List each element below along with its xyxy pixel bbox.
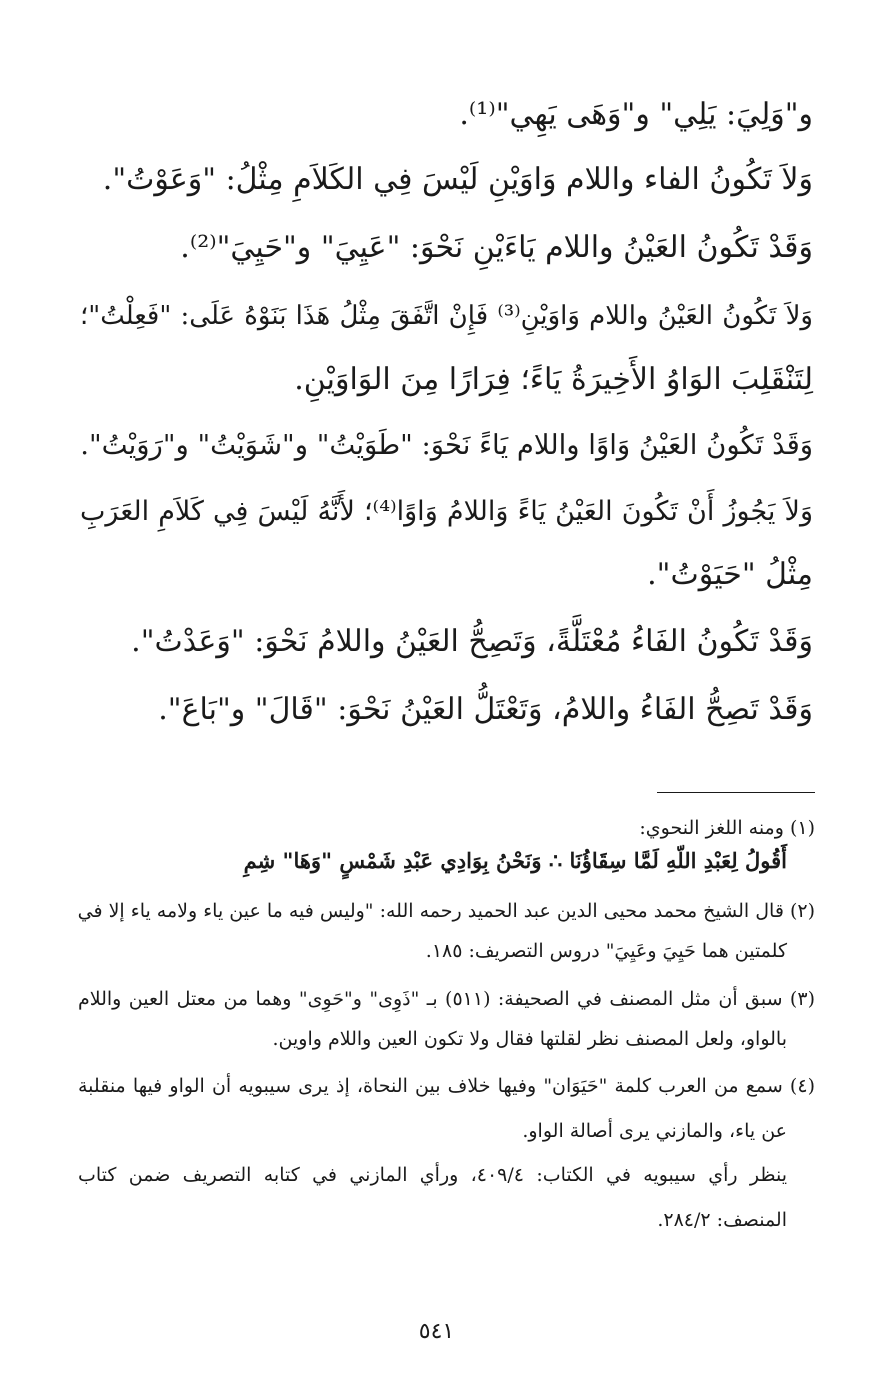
page-number: ٥٤١	[418, 1319, 455, 1344]
main-text-line-3: وَقَدْ تَكُونُ العَيْنُ واللام يَاءَيْنِ نَحْوَ: "عَيِيَ" و"حَيِيَ"⁽²⁾.	[180, 230, 813, 265]
footnote-3-line-1: (٣) سبق أن مثل المصنف في الصحيفة: (٥١١) بـ "ذَوِى" و"حَوِى" وهما من معتل العين واللام	[78, 988, 815, 1010]
footnote-4-line-3: ينظر رأي سيبويه في الكتاب: ٤٠٩/٤، ورأي المازني في كتابه التصريف ضمن كتاب	[78, 1164, 788, 1186]
footnote-4-line-1: (٤) سمع من العرب كلمة "حَيَوَان" وفيها خلاف بين النحاة، إذ يرى سيبويه أن الواو فيها منقلبة	[78, 1075, 815, 1097]
main-text-line-9: وَقَدْ تَكُونُ الفَاءُ مُعْتَلَّةً، وَتَصِحُّ العَيْنُ واللامُ نَحْوَ: "وَعَدْتُ".	[131, 624, 813, 659]
main-text-line-7: وَلاَ يَجُوزُ أَنْ تَكُونَ العَيْنُ يَاءً وَاللامُ وَاوًا⁽⁴⁾؛ لأَنَّهُ لَيْسَ فِي كَلاَمِ العَرَبِ	[80, 496, 813, 527]
main-text-line-10: وَقَدْ تَصِحُّ الفَاءُ واللامُ، وَتَعْتَلُّ العَيْنُ نَحْوَ: "قَالَ" و"بَاعَ".	[158, 692, 813, 727]
footnote-2-line-2: كلمتين هما حَيِيَ وعَيِيَ" دروس التصريف: ١٨٥.	[425, 940, 787, 962]
footnote-4-line-4: المنصف: ٢٨٤/٢.	[657, 1209, 787, 1231]
footnote-1-verse: أَقُولُ لِعَبْدِ اللّهِ لَمَّا سِقَاؤُنَا ∴ وَنَحْنُ بِوَادِي عَبْدِ شَمْسٍ "وَهَا" شِمِ	[243, 848, 787, 873]
main-text-line-5: لِتَنْقَلِبَ الوَاوُ الأَخِيرَةُ يَاءً؛ فِرَارًا مِنَ الوَاوَيْنِ.	[294, 362, 813, 397]
footnote-4-line-2: عن ياء، والمازني يرى أصالة الواو.	[522, 1120, 787, 1142]
main-text-line-2: وَلاَ تَكُونُ الفاء واللام وَاوَيْنِ لَيْسَ فِي الكَلاَمِ مِثْلُ: "وَعَوْتُ".	[102, 162, 813, 197]
footnote-2-line-1: (٢) قال الشيخ محمد محيى الدين عبد الحميد رحمه الله: "وليس فيه ما عين ياء ولامه ياء إلا في	[77, 900, 815, 922]
footnote-1-intro: (١) ومنه اللغز النحوي:	[639, 817, 815, 839]
main-text-line-6: وَقَدْ تَكُونُ العَيْنُ وَاوًا واللام يَاءً نَحْوَ: "طَوَيْتُ" و"شَوَيْتُ" و"رَوَيْتُ".	[80, 429, 813, 461]
main-text-line-4: وَلاَ تَكُونُ العَيْنُ واللام وَاوَيْنِ⁽³⁾ فَإِنْ اتَّفَقَ مِثْلُ هَذَا بَنَوْهُ عَلَى: "فَعِلْتُ"؛	[80, 301, 813, 331]
main-text-line-8: مِثْلُ "حَيَوْتُ".	[647, 557, 813, 592]
footnote-separator	[657, 792, 815, 793]
footnote-3-line-2: بالواو، ولعل المصنف نظر لقلتها فقال ولا تكون العين واللام واوين.	[272, 1028, 787, 1050]
main-text-line-1: و"وَلِيَ: يَلِي" و"وَهَى يَهِي"⁽¹⁾.	[459, 97, 813, 132]
